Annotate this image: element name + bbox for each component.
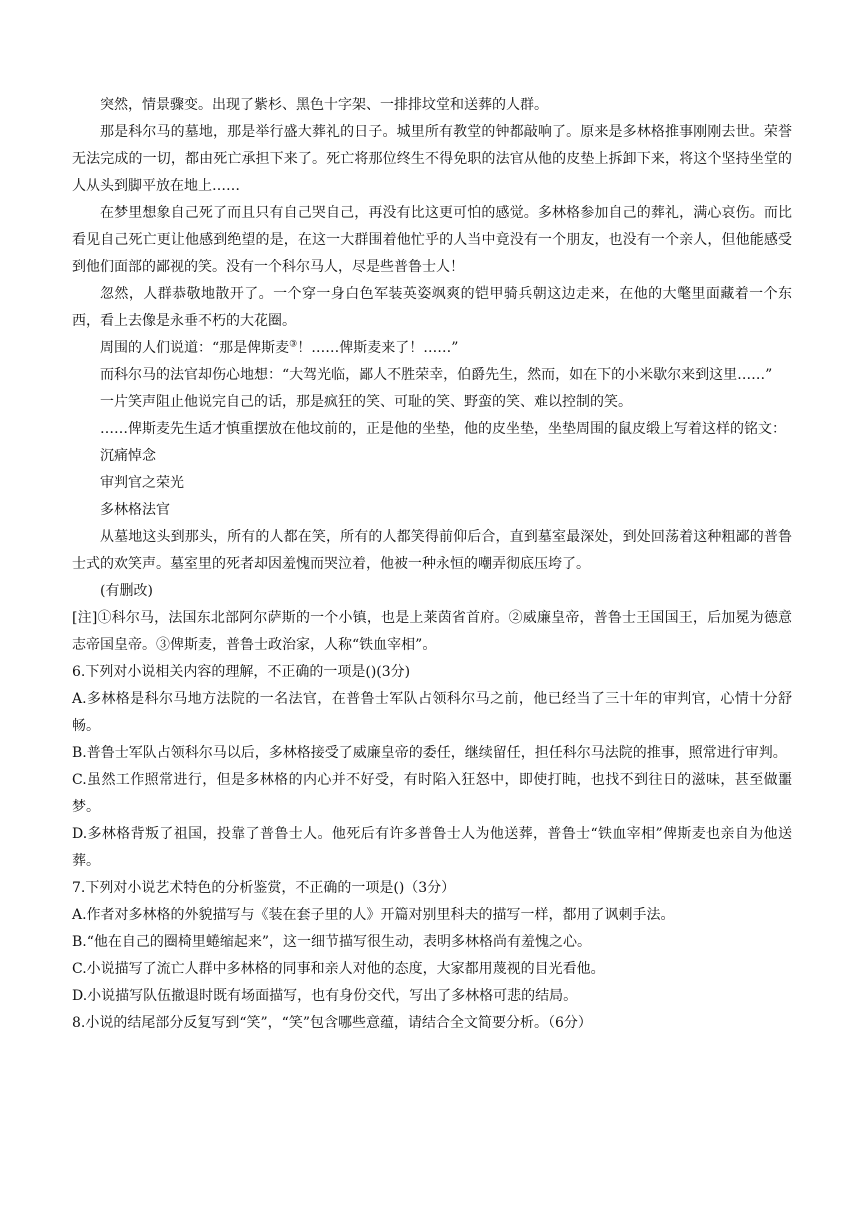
- question-7-option-a: A.作者对多林格的外貌描写与《装在套子里的人》开篇对别里科夫的描写一样，都用了讽刺手法。: [72, 907, 675, 923]
- document-page: [72, 92, 792, 1037]
- story-paragraph-7: 一片笑声阻止他说完自己的话，那是疯狂的笑、可耻的笑、野蛮的笑、难以控制的笑。: [100, 394, 632, 410]
- question-7-option-b: B.“他在自己的圈椅里蜷缩起来”，这一细节描写很生动，表明多林格尚有羞愧之心。: [72, 934, 592, 950]
- inscription-line-2: 审判官之荣光: [100, 475, 184, 491]
- story-paragraph-5: [72, 335, 792, 362]
- question-7-stem: 7.下列对小说艺术特色的分析鉴赏，不正确的一项是()（3分）: [72, 880, 456, 896]
- question-6-option-a: A.多林格是科尔马地方法院的一名法官，在普鲁士军队占领科尔马之前，他已经当了三十年的审判官，心情十分舒畅。: [72, 691, 792, 734]
- story-paragraph-4: 忽然，人群恭敬地散开了。一个穿一身白色军装英姿飒爽的铠甲骑兵朝这边走来，在他的大氅里面藏着一个东西，看上去像是永垂不朽的大花圈。: [72, 286, 792, 329]
- question-7-option-d: D.小说描写队伍撤退时既有场面描写，也有身份交代，写出了多林格可悲的结局。: [72, 988, 578, 1004]
- question-section: [72, 659, 792, 1037]
- question-6-stem: 6.下列对小说相关内容的理解，不正确的一项是()(3分): [72, 664, 411, 680]
- story-excerpt: [72, 92, 792, 605]
- inscription-line-3: 多林格法官: [100, 502, 170, 518]
- question-6-option-b: B.普鲁士军队占领科尔马以后，多林格接受了威廉皇帝的委任，继续留任，担任科尔马法院的推事，照常进行审判。: [72, 745, 787, 761]
- story-paragraph-2: 那是科尔马的墓地，那是举行盛大葬礼的日子。城里所有教堂的钟都敲响了。原来是多林格推事刚刚去世。荣誉无法完成的一切，都由死亡承担下来了。死亡将那位终生不得免职的法官从他的皮垫上拆卸下来，将这个坚持坐堂的人从头到脚平放在地上……: [72, 124, 792, 194]
- story-paragraph-5-part-a: 周围的人们说道：“那是俾斯麦: [100, 340, 290, 356]
- question-7-option-c: C.小说描写了流亡人群中多林格的同事和亲人对他的态度，大家都用蔑视的目光看他。: [72, 961, 605, 977]
- story-paragraph-6: 而科尔马的法官却伤心地想：“大驾光临，鄙人不胜荣幸，伯爵先生，然而，如在下的小米歇尔来到这里……”: [100, 367, 773, 383]
- story-paragraph-3: 在梦里想象自己死了而且只有自己哭自己，再没有比这更可怕的感觉。多林格参加自己的葬礼，满心哀伤。而比看见自己死亡更让他感到绝望的是，在这一大群围着他忙乎的人当中竟没有一个朋友，也没有一个亲人，但他能感受到他们面部的鄙视的笑。没有一个科尔马人，尽是些普鲁士人！: [72, 205, 792, 275]
- question-8-stem: 8.小说的结尾部分反复写到“笑”，“笑”包含哪些意蕴，请结合全文简要分析。（6分）: [72, 1015, 592, 1031]
- question-6-option-c: C.虽然工作照常进行，但是多林格的内心并不好受，有时陷入狂怒中，即使打盹，也找不到往日的滋味，甚至做噩梦。: [72, 772, 792, 815]
- footnote-marker-3: ③: [289, 339, 298, 350]
- annotations: [注]①科尔马，法国东北部阿尔萨斯的一个小镇，也是上莱茵省首府。②威廉皇帝，普鲁士王国国王，后加冕为德意志帝国皇帝。③俾斯麦，普鲁士政治家，人称“铁血宰相”。: [72, 610, 792, 653]
- story-paragraph-5-part-b: ！……俾斯麦来了！……”: [297, 340, 459, 356]
- inscription-line-1: 沉痛悼念: [100, 448, 156, 464]
- story-paragraph-9: 从墓地这头到那头，所有的人都在笑，所有的人都笑得前仰后合，直到墓室最深处，到处回荡着这种粗鄙的普鲁士式的欢笑声。墓室里的死者却因羞愧而哭泣着，他被一种永恒的嘲弄彻底压垮了。: [72, 529, 792, 572]
- question-6-option-d: D.多林格背叛了祖国，投靠了普鲁士人。他死后有许多普鲁士人为他送葬，普鲁士“铁血宰相”俾斯麦也亲自为他送葬。: [72, 826, 792, 869]
- story-paragraph-1: 突然，情景骤变。出现了紫杉、黑色十字架、一排排坟堂和送葬的人群。: [100, 97, 548, 113]
- abridged-note: (有删改): [100, 583, 153, 599]
- story-paragraph-8: ……俾斯麦先生适才慎重摆放在他坟前的，正是他的坐垫，他的皮坐垫，坐垫周围的鼠皮缎上写着这样的铭文：: [100, 421, 786, 437]
